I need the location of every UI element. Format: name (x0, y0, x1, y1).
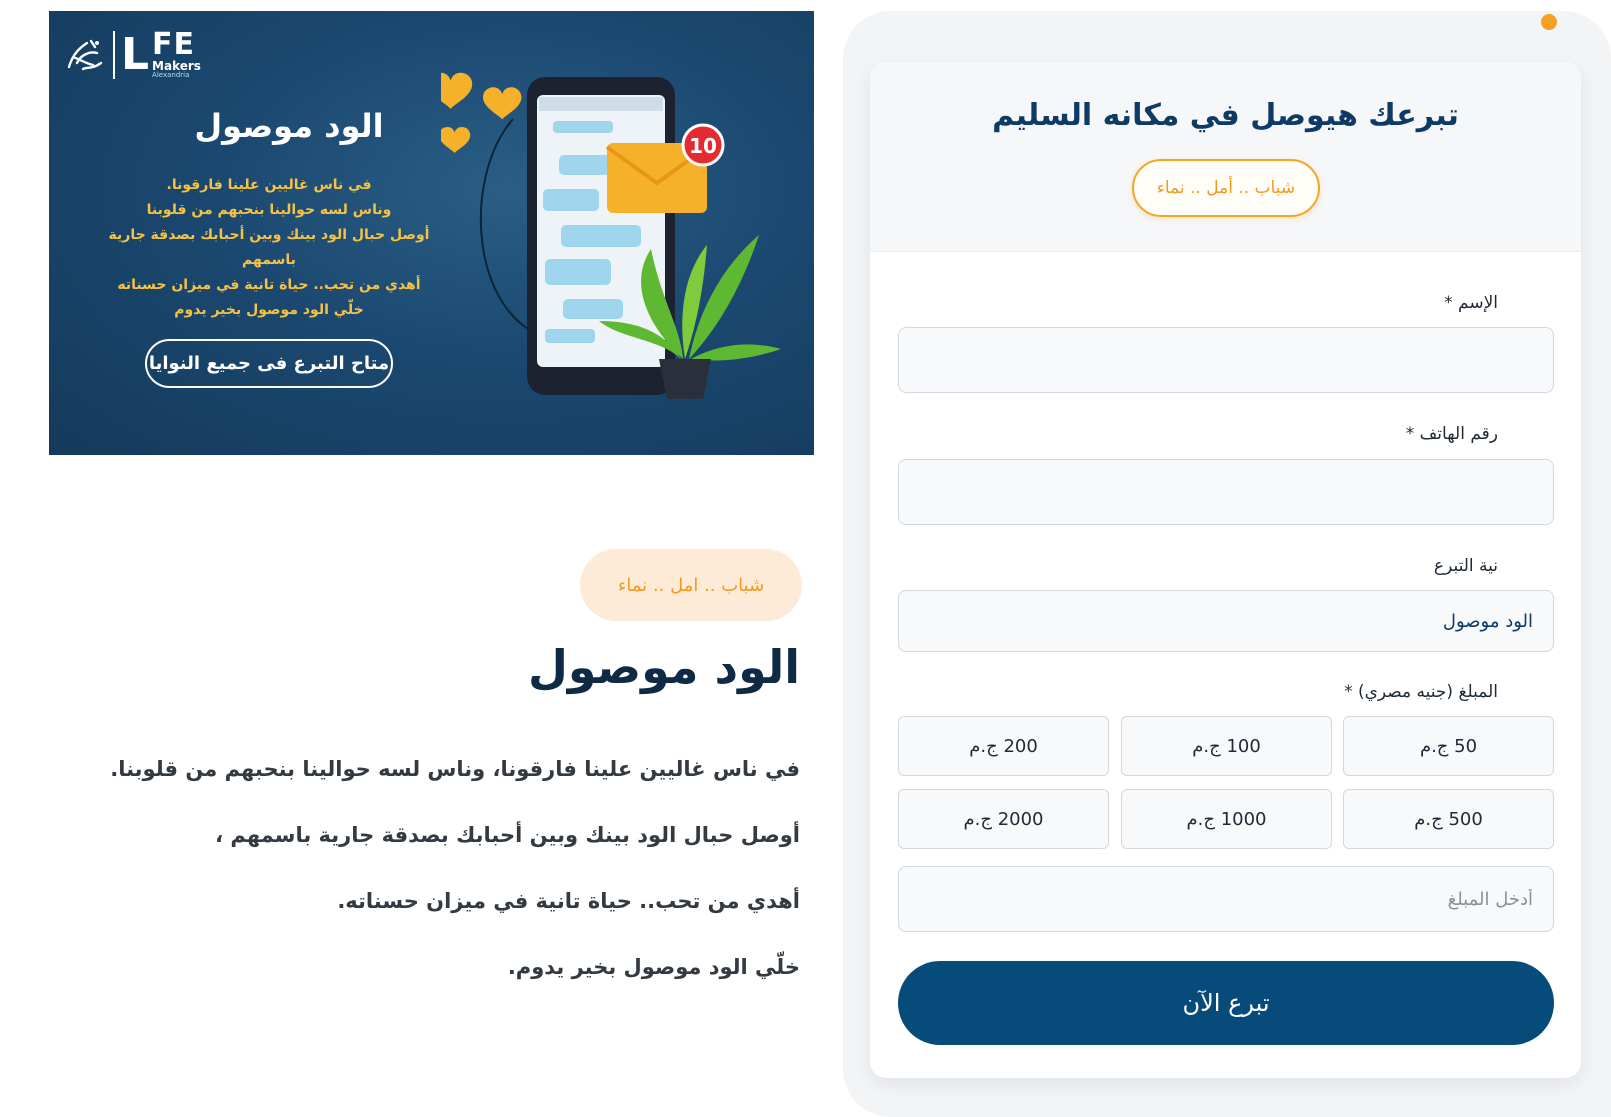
banner-line: أوصل حبال الود بينك وبين أحبابك بصدقة جارية باسمهم (108, 227, 430, 268)
campaign-paragraph: أهدي من تحب.. حياة تانية في ميزان حسناته. (337, 889, 800, 913)
banner-text (89, 173, 449, 323)
banner-cta-label: متاح التبرع فى جميع النوايا (145, 339, 393, 388)
intent-label: نية التبرع (1433, 556, 1498, 576)
amount-label: المبلغ (جنيه مصري) * (1344, 682, 1498, 702)
logo-letter: L (121, 29, 150, 80)
banner-line: خلّي الود موصول بخير يدوم (174, 302, 364, 318)
banner-title: الود موصول (194, 107, 384, 145)
logo-fe: FE (152, 27, 196, 62)
phone-input[interactable] (898, 459, 1554, 525)
name-input[interactable] (898, 327, 1554, 393)
form-title: تبرعك هيوصل في مكانه السليم (992, 98, 1459, 133)
phone-label: رقم الهاتف * (1405, 424, 1498, 444)
amount-option-50[interactable]: 50 ج.م (1343, 716, 1554, 776)
calligraphy-logo-icon (63, 33, 107, 77)
logo-makers: Makers (152, 59, 201, 73)
amount-option-500[interactable]: 500 ج.م (1343, 789, 1554, 849)
amount-option-2000[interactable]: 2000 ج.م (898, 789, 1109, 849)
amount-option-200[interactable]: 200 ج.م (898, 716, 1109, 776)
campaign-paragraph: في ناس غاليين علينا فارقونا، وناس لسه حوالينا بنحبهم من قلوبنا. (110, 757, 800, 781)
donate-now-button[interactable]: تبرع الآن (898, 961, 1554, 1045)
campaign-title: الود موصول (527, 640, 800, 694)
logo-city: Alexandria (152, 71, 190, 79)
form-tag: شباب .. أمل .. نماء (1132, 159, 1320, 217)
decorative-dot (1541, 14, 1557, 30)
banner-line: وناس لسه حوالينا بنحبهم من قلوبنا (146, 202, 392, 218)
name-label: الإسم * (1444, 293, 1498, 313)
notification-count: 10 (689, 134, 717, 158)
banner-line: في ناس غاليين علينا فارقونا. (166, 177, 372, 193)
heart-icon (441, 73, 521, 154)
form-header (870, 62, 1581, 252)
intent-select[interactable] (898, 590, 1554, 652)
amount-option-100[interactable]: 100 ج.م (1121, 716, 1332, 776)
intent-selected-value: الود موصول (1442, 610, 1533, 632)
campaign-banner-image (49, 11, 814, 455)
phone-illustration (441, 59, 781, 409)
life-makers-logo (63, 27, 201, 80)
campaign-paragraph: أوصل حبال الود بينك وبين أحبابك بصدقة جارية باسمهم ، (215, 823, 800, 847)
amount-option-1000[interactable]: 1000 ج.م (1121, 789, 1332, 849)
custom-amount-input[interactable] (898, 866, 1554, 932)
campaign-paragraph: خلّي الود موصول بخير يدوم. (507, 955, 800, 979)
banner-line: أهدي من تحب.. حياة تانية في ميزان حسناته (117, 277, 421, 293)
campaign-tag: شباب .. امل .. نماء (580, 549, 802, 621)
